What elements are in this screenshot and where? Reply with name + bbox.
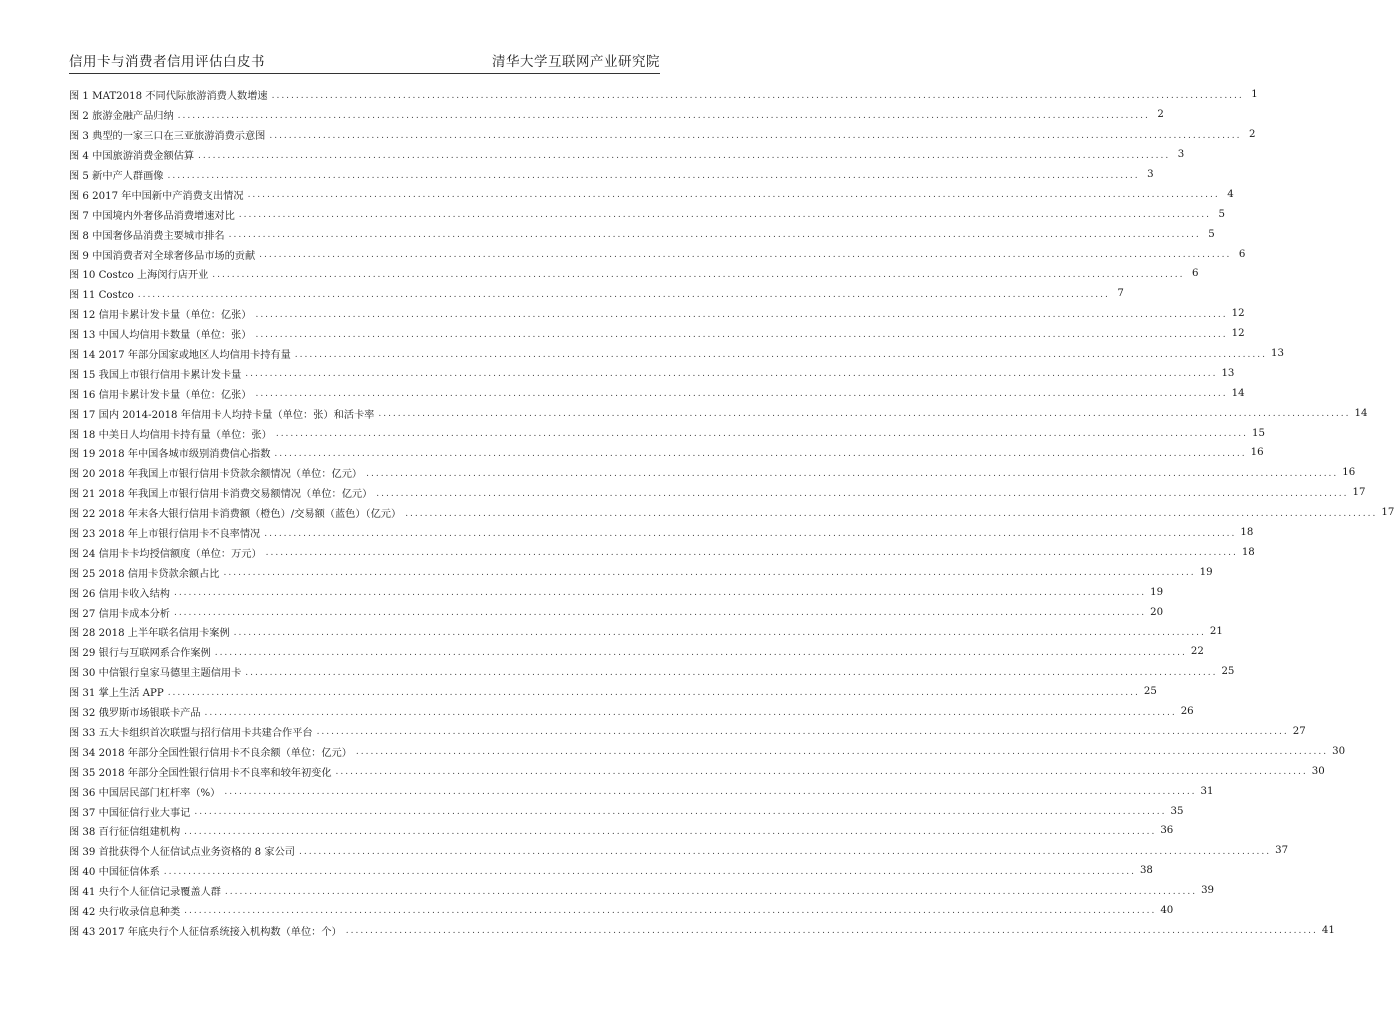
toc-entry[interactable] — [69, 284, 1124, 304]
dot-leader: ........................................................................................................................................................................................................ — [269, 130, 1242, 141]
toc-entry[interactable] — [69, 821, 1174, 841]
dot-leader: ........................................................................................................................................................................................................ — [228, 230, 1201, 241]
toc-entry-title: 图 39 首批获得个人征信试点业务资格的 8 家公司 — [69, 847, 295, 859]
dot-leader: ........................................................................................................................................................................................................ — [376, 488, 1349, 499]
toc-entry-page: 3 — [1177, 149, 1185, 161]
dot-leader: ........................................................................................................................................................................................................ — [194, 807, 1167, 817]
toc-entry-title: 图 43 2017 年底央行个人征信系统接入机构数（单位：个） — [69, 926, 342, 938]
dot-leader: ........................................................................................................................................................................................................ — [298, 846, 1272, 857]
dot-leader: ........................................................................................................................................................................................................ — [167, 687, 1140, 698]
toc-entry[interactable] — [69, 463, 1356, 483]
toc-entry-title: 图 16 信用卡累计发卡量（单位：亿张） — [69, 389, 252, 401]
toc-entry-title: 图 25 2018 信用卡贷款余额占比 — [69, 568, 220, 580]
toc-entry[interactable] — [69, 363, 1235, 383]
toc-entry-page: 12 — [1231, 308, 1245, 320]
toc-entry-page: 37 — [1275, 845, 1289, 857]
toc-entry[interactable] — [69, 244, 1246, 264]
toc-entry-title: 图 3 典型的一家三口在三亚旅游消费示意图 — [69, 131, 266, 143]
toc-entry[interactable] — [69, 264, 1199, 284]
dot-leader: ........................................................................................................................................................................................................ — [366, 468, 1339, 479]
dot-leader: ........................................................................................................................................................................................................ — [233, 627, 1206, 638]
dot-leader: ........................................................................................................................................................................................................ — [345, 926, 1318, 937]
toc-entry[interactable] — [69, 542, 1255, 562]
toc-entry[interactable] — [69, 184, 1234, 204]
toc-entry-title: 图 28 2018 上半年联名信用卡案例 — [69, 628, 230, 640]
toc-entry-title: 图 38 百行征信组建机构 — [69, 827, 181, 839]
toc-entry[interactable] — [69, 801, 1184, 821]
toc-entry[interactable] — [69, 125, 1256, 145]
toc-entry[interactable] — [69, 682, 1157, 702]
toc-entry[interactable] — [69, 781, 1214, 801]
toc-entry-page: 5 — [1218, 208, 1225, 220]
toc-entry[interactable] — [69, 662, 1235, 682]
toc-entry-title: 图 24 信用卡卡均授信额度（单位：万元） — [69, 548, 262, 560]
toc-entry-page: 38 — [1139, 865, 1153, 877]
toc-entry-title: 图 19 2018 年中国各城市级别消费信心指数 — [69, 449, 271, 461]
toc-entry[interactable] — [69, 85, 1258, 105]
toc-entry-page: 22 — [1190, 646, 1204, 658]
toc-entry-title: 图 23 2018 年上市银行信用卡不良率情况 — [69, 529, 261, 541]
toc-entry[interactable] — [69, 503, 1394, 523]
toc-entry[interactable] — [69, 841, 1289, 861]
toc-entry-page: 27 — [1292, 725, 1306, 737]
dot-leader: ........................................................................................................................................................................................................ — [214, 647, 1187, 658]
dot-leader: ........................................................................................................................................................................................................ — [255, 329, 1228, 340]
figure-list — [69, 85, 1394, 940]
toc-entry-page: 18 — [1240, 527, 1254, 539]
dot-leader: ........................................................................................................................................................................................................ — [378, 409, 1351, 420]
toc-entry-page: 21 — [1209, 626, 1223, 638]
toc-entry[interactable] — [69, 901, 1174, 921]
toc-entry-page: 41 — [1321, 924, 1335, 936]
toc-entry-page: 13 — [1270, 348, 1284, 360]
toc-entry-page: 2 — [1249, 129, 1256, 141]
toc-entry-page: 19 — [1199, 566, 1213, 578]
toc-entry-page: 26 — [1180, 706, 1194, 718]
toc-entry-page: 25 — [1143, 686, 1157, 698]
toc-entry-title: 图 26 信用卡收入结构 — [69, 588, 170, 600]
toc-entry[interactable] — [69, 642, 1204, 662]
toc-entry-title: 图 7 中国境内外奢侈品消费增速对比 — [69, 210, 235, 222]
toc-entry-page: 2 — [1157, 109, 1164, 121]
toc-entry-title: 图 31 掌上生活 APP — [69, 688, 164, 700]
toc-entry-page: 18 — [1241, 546, 1255, 558]
toc-entry-page: 36 — [1160, 825, 1174, 837]
dot-leader: ........................................................................................................................................................................................................ — [245, 667, 1218, 678]
toc-entry-page: 15 — [1252, 427, 1265, 439]
dot-leader: ........................................................................................................................................................................................................ — [275, 429, 1248, 440]
page-header — [69, 50, 660, 74]
toc-entry[interactable] — [69, 562, 1213, 582]
toc-entry[interactable] — [69, 881, 1215, 901]
toc-entry-title: 图 12 信用卡累计发卡量（单位：亿张） — [69, 310, 252, 322]
toc-entry-title: 图 1 MAT2018 不同代际旅游消费人数增速 — [69, 91, 268, 103]
institution-name: 清华大学互联网产业研究院 — [492, 54, 660, 70]
toc-entry-title: 图 34 2018 年部分全国性银行信用卡不良余额（单位：亿元） — [69, 747, 352, 759]
dot-leader: ........................................................................................................................................................................................................ — [184, 826, 1157, 837]
toc-entry-page: 25 — [1221, 666, 1235, 678]
toc-entry[interactable] — [69, 324, 1245, 344]
toc-entry-page: 14 — [1231, 387, 1245, 399]
toc-entry-title: 图 40 中国征信体系 — [69, 867, 160, 879]
toc-entry-page: 3 — [1147, 169, 1154, 180]
toc-entry-page: 14 — [1354, 407, 1368, 419]
toc-entry-title: 图 30 中信银行皇家马德里主题信用卡 — [69, 668, 242, 680]
toc-entry[interactable] — [69, 165, 1154, 185]
toc-entry-page: 30 — [1332, 745, 1346, 757]
toc-entry[interactable] — [69, 920, 1335, 940]
dot-leader: ........................................................................................................................................................................................................ — [274, 448, 1247, 459]
toc-entry-page: 39 — [1201, 885, 1215, 897]
toc-entry-page: 4 — [1227, 188, 1234, 200]
toc-entry-page: 17 — [1352, 487, 1366, 499]
toc-entry[interactable] — [69, 145, 1185, 165]
toc-entry-page: 1 — [1251, 89, 1258, 101]
dot-leader: ........................................................................................................................................................................................................ — [184, 906, 1157, 917]
document-title: 信用卡与消费者信用评估白皮书 — [69, 54, 265, 70]
toc-entry-page: 5 — [1208, 228, 1215, 240]
toc-entry[interactable] — [69, 582, 1164, 602]
toc-entry[interactable] — [69, 304, 1245, 324]
toc-entry-page: 17 — [1381, 507, 1394, 519]
toc-entry[interactable] — [69, 761, 1325, 781]
toc-entry[interactable] — [69, 622, 1223, 642]
toc-entry-title: 图 9 中国消费者对全球奢侈品市场的贡献 — [69, 250, 256, 262]
toc-entry-page: 20 — [1150, 606, 1164, 618]
dot-leader: ........................................................................................................................................................................................................ — [224, 787, 1197, 798]
dot-leader: ........................................................................................................................................................................................................ — [255, 389, 1228, 400]
dot-leader: ........................................................................................................................................................................................................ — [204, 707, 1177, 718]
dot-leader: ........................................................................................................................................................................................................ — [167, 170, 1140, 181]
toc-entry-title: 图 41 央行个人征信记录覆盖人群 — [69, 887, 221, 899]
dot-leader: ........................................................................................................................................................................................................ — [264, 528, 1237, 539]
toc-entry-page: 12 — [1231, 328, 1245, 340]
toc-entry[interactable] — [69, 702, 1194, 722]
dot-leader: ........................................................................................................................................................................................................ — [163, 866, 1136, 877]
dot-leader: ........................................................................................................................................................................................................ — [355, 747, 1329, 758]
toc-entry-page: 7 — [1117, 288, 1124, 300]
dot-leader: ........................................................................................................................................................................................................ — [212, 269, 1185, 280]
dot-leader: ........................................................................................................................................................................................................ — [316, 727, 1289, 738]
toc-entry[interactable] — [69, 224, 1215, 244]
toc-entry[interactable] — [69, 443, 1264, 463]
toc-entry-title: 图 21 2018 年我国上市银行信用卡消费交易额情况（单位：亿元） — [69, 489, 373, 501]
dot-leader: ........................................................................................................................................................................................................ — [238, 210, 1211, 221]
toc-entry-page: 6 — [1238, 248, 1246, 260]
dot-leader: ........................................................................................................................................................................................................ — [335, 767, 1308, 778]
toc-entry-title: 图 6 2017 年中国新中产消费支出情况 — [69, 190, 244, 202]
dot-leader: ........................................................................................................................................................................................................ — [198, 150, 1171, 161]
toc-entry-title: 图 13 中国人均信用卡数量（单位：张） — [69, 330, 252, 342]
toc-entry[interactable] — [69, 483, 1366, 503]
toc-entry-title: 图 35 2018 年部分全国性银行信用卡不良率和较年初变化 — [69, 767, 332, 779]
toc-entry-title: 图 14 2017 年部分国家或地区人均信用卡持有量 — [69, 350, 291, 362]
dot-leader: ........................................................................................................................................................................................................ — [405, 508, 1378, 519]
toc-entry[interactable] — [69, 423, 1265, 443]
toc-entry-title: 图 18 中美日人均信用卡持有量（单位：张） — [69, 429, 272, 441]
toc-entry-title: 图 5 新中产人群画像 — [69, 171, 164, 182]
toc-entry-title: 图 33 五大卡组织首次联盟与招行信用卡共建合作平台 — [69, 727, 313, 739]
toc-entry[interactable] — [69, 403, 1368, 423]
toc-entry-page: 31 — [1200, 785, 1214, 797]
toc-entry-title: 图 27 信用卡成本分析 — [69, 608, 170, 620]
toc-entry[interactable] — [69, 204, 1225, 224]
toc-entry-page: 40 — [1160, 904, 1174, 916]
toc-entry[interactable] — [69, 722, 1306, 742]
toc-entry-title: 图 22 2018 年末各大银行信用卡消费额（橙色）/交易额（蓝色）（亿元） — [69, 509, 402, 521]
toc-entry-page: 30 — [1311, 765, 1325, 777]
toc-entry-page: 6 — [1191, 268, 1199, 280]
toc-entry[interactable] — [69, 523, 1254, 543]
toc-entry-title: 图 36 中国居民部门杠杆率（%） — [69, 787, 221, 799]
dot-leader: ........................................................................................................................................................................................................ — [137, 289, 1110, 300]
dot-leader: ........................................................................................................................................................................................................ — [223, 568, 1196, 579]
dot-leader: ........................................................................................................................................................................................................ — [173, 608, 1147, 619]
toc-entry-title: 图 10 Costco 上海闵行店开业 — [69, 270, 209, 282]
toc-entry-title: 图 42 央行收录信息种类 — [69, 906, 181, 918]
toc-entry[interactable] — [69, 105, 1164, 125]
toc-entry[interactable] — [69, 344, 1284, 364]
dot-leader: ........................................................................................................................................................................................................ — [259, 250, 1232, 261]
dot-leader: ........................................................................................................................................................................................................ — [294, 349, 1267, 360]
toc-entry-title: 图 29 银行与互联网系合作案例 — [69, 648, 211, 660]
toc-entry-page: 16 — [1342, 467, 1356, 479]
toc-entry-title: 图 17 国内 2014-2018 年信用卡人均持卡量（单位：张）和活卡率 — [69, 409, 375, 421]
toc-entry-title: 图 4 中国旅游消费金额估算 — [69, 151, 195, 163]
toc-entry-title: 图 2 旅游金融产品归纳 — [69, 111, 174, 123]
toc-entry[interactable] — [69, 602, 1164, 622]
dot-leader: ........................................................................................................................................................................................................ — [247, 190, 1220, 201]
dot-leader: ........................................................................................................................................................................................................ — [271, 90, 1244, 101]
dot-leader: ........................................................................................................................................................................................................ — [224, 886, 1198, 897]
dot-leader: ........................................................................................................................................................................................................ — [177, 110, 1150, 121]
toc-entry-title: 图 15 我国上市银行信用卡累计发卡量 — [69, 369, 242, 381]
toc-entry-title: 图 32 俄罗斯市场银联卡产品 — [69, 708, 201, 720]
dot-leader: ........................................................................................................................................................................................................ — [245, 369, 1218, 380]
toc-entry-title: 图 37 中国征信行业大事记 — [69, 807, 191, 819]
toc-entry-title: 图 11 Costco — [69, 290, 134, 302]
toc-entry[interactable] — [69, 861, 1153, 881]
toc-entry[interactable] — [69, 741, 1346, 761]
dot-leader: ........................................................................................................................................................................................................ — [173, 588, 1147, 599]
toc-entry-title: 图 20 2018 年我国上市银行信用卡贷款余额情况（单位：亿元） — [69, 469, 363, 481]
toc-entry-page: 16 — [1250, 447, 1264, 459]
toc-entry-page: 13 — [1221, 367, 1235, 379]
toc-entry-page: 35 — [1170, 805, 1184, 817]
dot-leader: ........................................................................................................................................................................................................ — [255, 309, 1228, 320]
toc-entry-title: 图 8 中国奢侈品消费主要城市排名 — [69, 230, 225, 242]
toc-entry[interactable] — [69, 383, 1245, 403]
toc-entry-page: 19 — [1150, 586, 1164, 598]
dot-leader: ........................................................................................................................................................................................................ — [265, 548, 1238, 559]
